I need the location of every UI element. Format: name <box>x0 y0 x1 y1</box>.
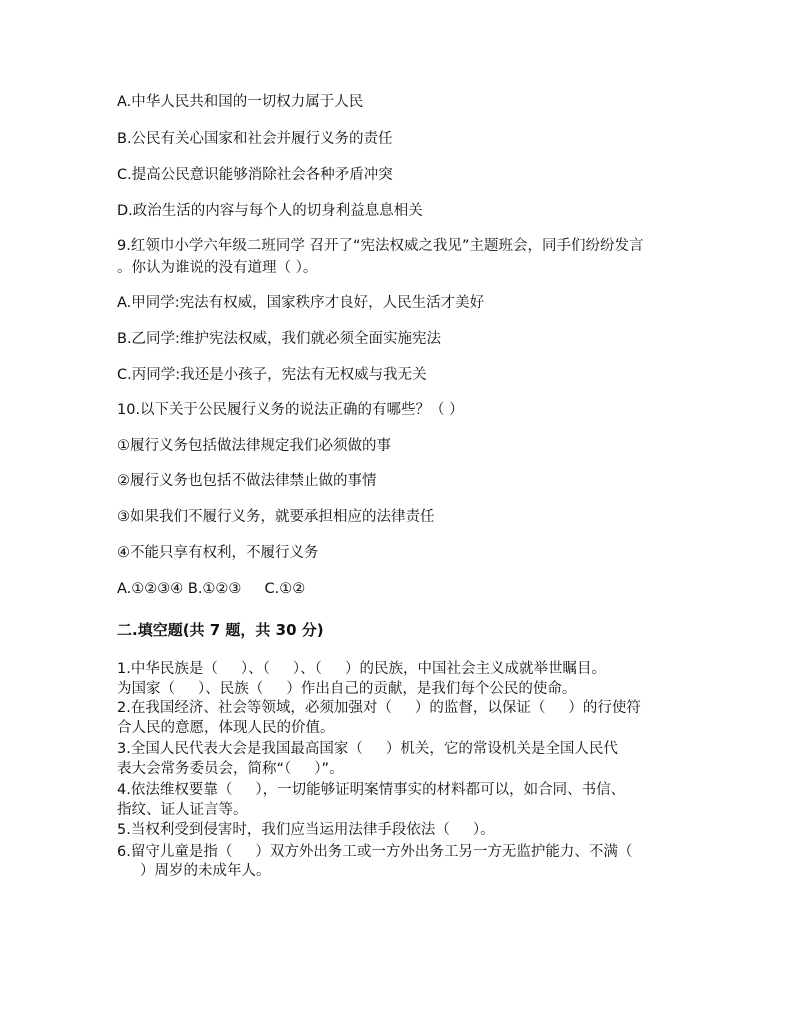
q9-stem-line-2: 。你认为谁说的没有道理（ ）。 <box>117 260 318 276</box>
q10-statement-3: ③如果我们不履行义务，就要承担相应的法律责任 <box>117 509 435 525</box>
fill-q3-line-1: 3.全国人民代表大会是我国最高国家（ ）机关，它的常设机关是全国人民代 <box>117 741 618 757</box>
q9-option-c: C.丙同学:我还是小孩子，宪法有无权威与我无关 <box>117 367 427 383</box>
q9-option-b: B.乙同学:维护宪法权威，我们就必须全面实施宪法 <box>117 331 441 347</box>
fill-q4-line-1: 4.依法维权要靠（ ），一切能够证明案情事实的材料都可以，如合同、书信、 <box>117 782 626 798</box>
fill-q1-line-1: 1.中华民族是（ ）、（ ）、（ ）的民族，中国社会主义成就举世瞩目。 <box>117 661 606 677</box>
fill-q1-line-2: 为国家（ ）、民族（ ）作出自己的贡献，是我们每个公民的使命。 <box>117 681 577 697</box>
q10-statement-1: ①履行义务包括做法律规定我们必须做的事 <box>117 438 391 454</box>
fill-q5-line-1: 5.当权利受到侵害时，我们应当运用法律手段依法（ ）。 <box>117 822 495 838</box>
fill-q2-line-1: 2.在我国经济、社会等领域，必须加强对（ ）的监督，以保证（ ）的行使符 <box>117 700 641 716</box>
fill-q6-line-2: ）周岁的未成年人。 <box>117 863 271 879</box>
q8-option-d: D.政治生活的内容与每个人的切身利益息息相关 <box>117 203 423 219</box>
q8-option-c: C.提高公民意识能够消除社会各种矛盾冲突 <box>117 167 393 183</box>
section-heading: 二.填空题(共 7 题，共 30 分) <box>117 621 324 639</box>
q9-stem-line-1: 9.红领巾小学六年级二班同学 召开了“宪法权威之我见”主题班会，同手们纷纷发言 <box>117 238 644 254</box>
q10-stem: 10.以下关于公民履行义务的说法正确的有哪些？（ ） <box>117 402 464 418</box>
fill-q4-line-2: 指纹、证人证言等。 <box>117 802 248 818</box>
fill-q2-line-2: 合人民的意愿，体现人民的价值。 <box>117 720 335 736</box>
q10-statement-2: ②履行义务也包括不做法律禁止做的事情 <box>117 473 377 489</box>
q8-option-a: A.中华人民共和国的一切权力属于人民 <box>117 94 364 110</box>
fill-q6-line-1: 6.留守儿童是指（ ）双方外出务工或一方外出务工另一方无监护能力、不满（ <box>117 844 633 860</box>
fill-q3-line-2: 表大会常务委员会，简称“（ ）”。 <box>117 761 344 777</box>
q10-statement-4: ④不能只享有权利，不履行义务 <box>117 545 319 561</box>
q8-option-b: B.公民有关心国家和社会并履行义务的责任 <box>117 131 393 147</box>
q10-choices: A.①②③④ B.①②③ C.①② <box>117 581 306 597</box>
q9-option-a: A.甲同学:宪法有权威，国家秩序才良好，人民生活才美好 <box>117 295 485 311</box>
